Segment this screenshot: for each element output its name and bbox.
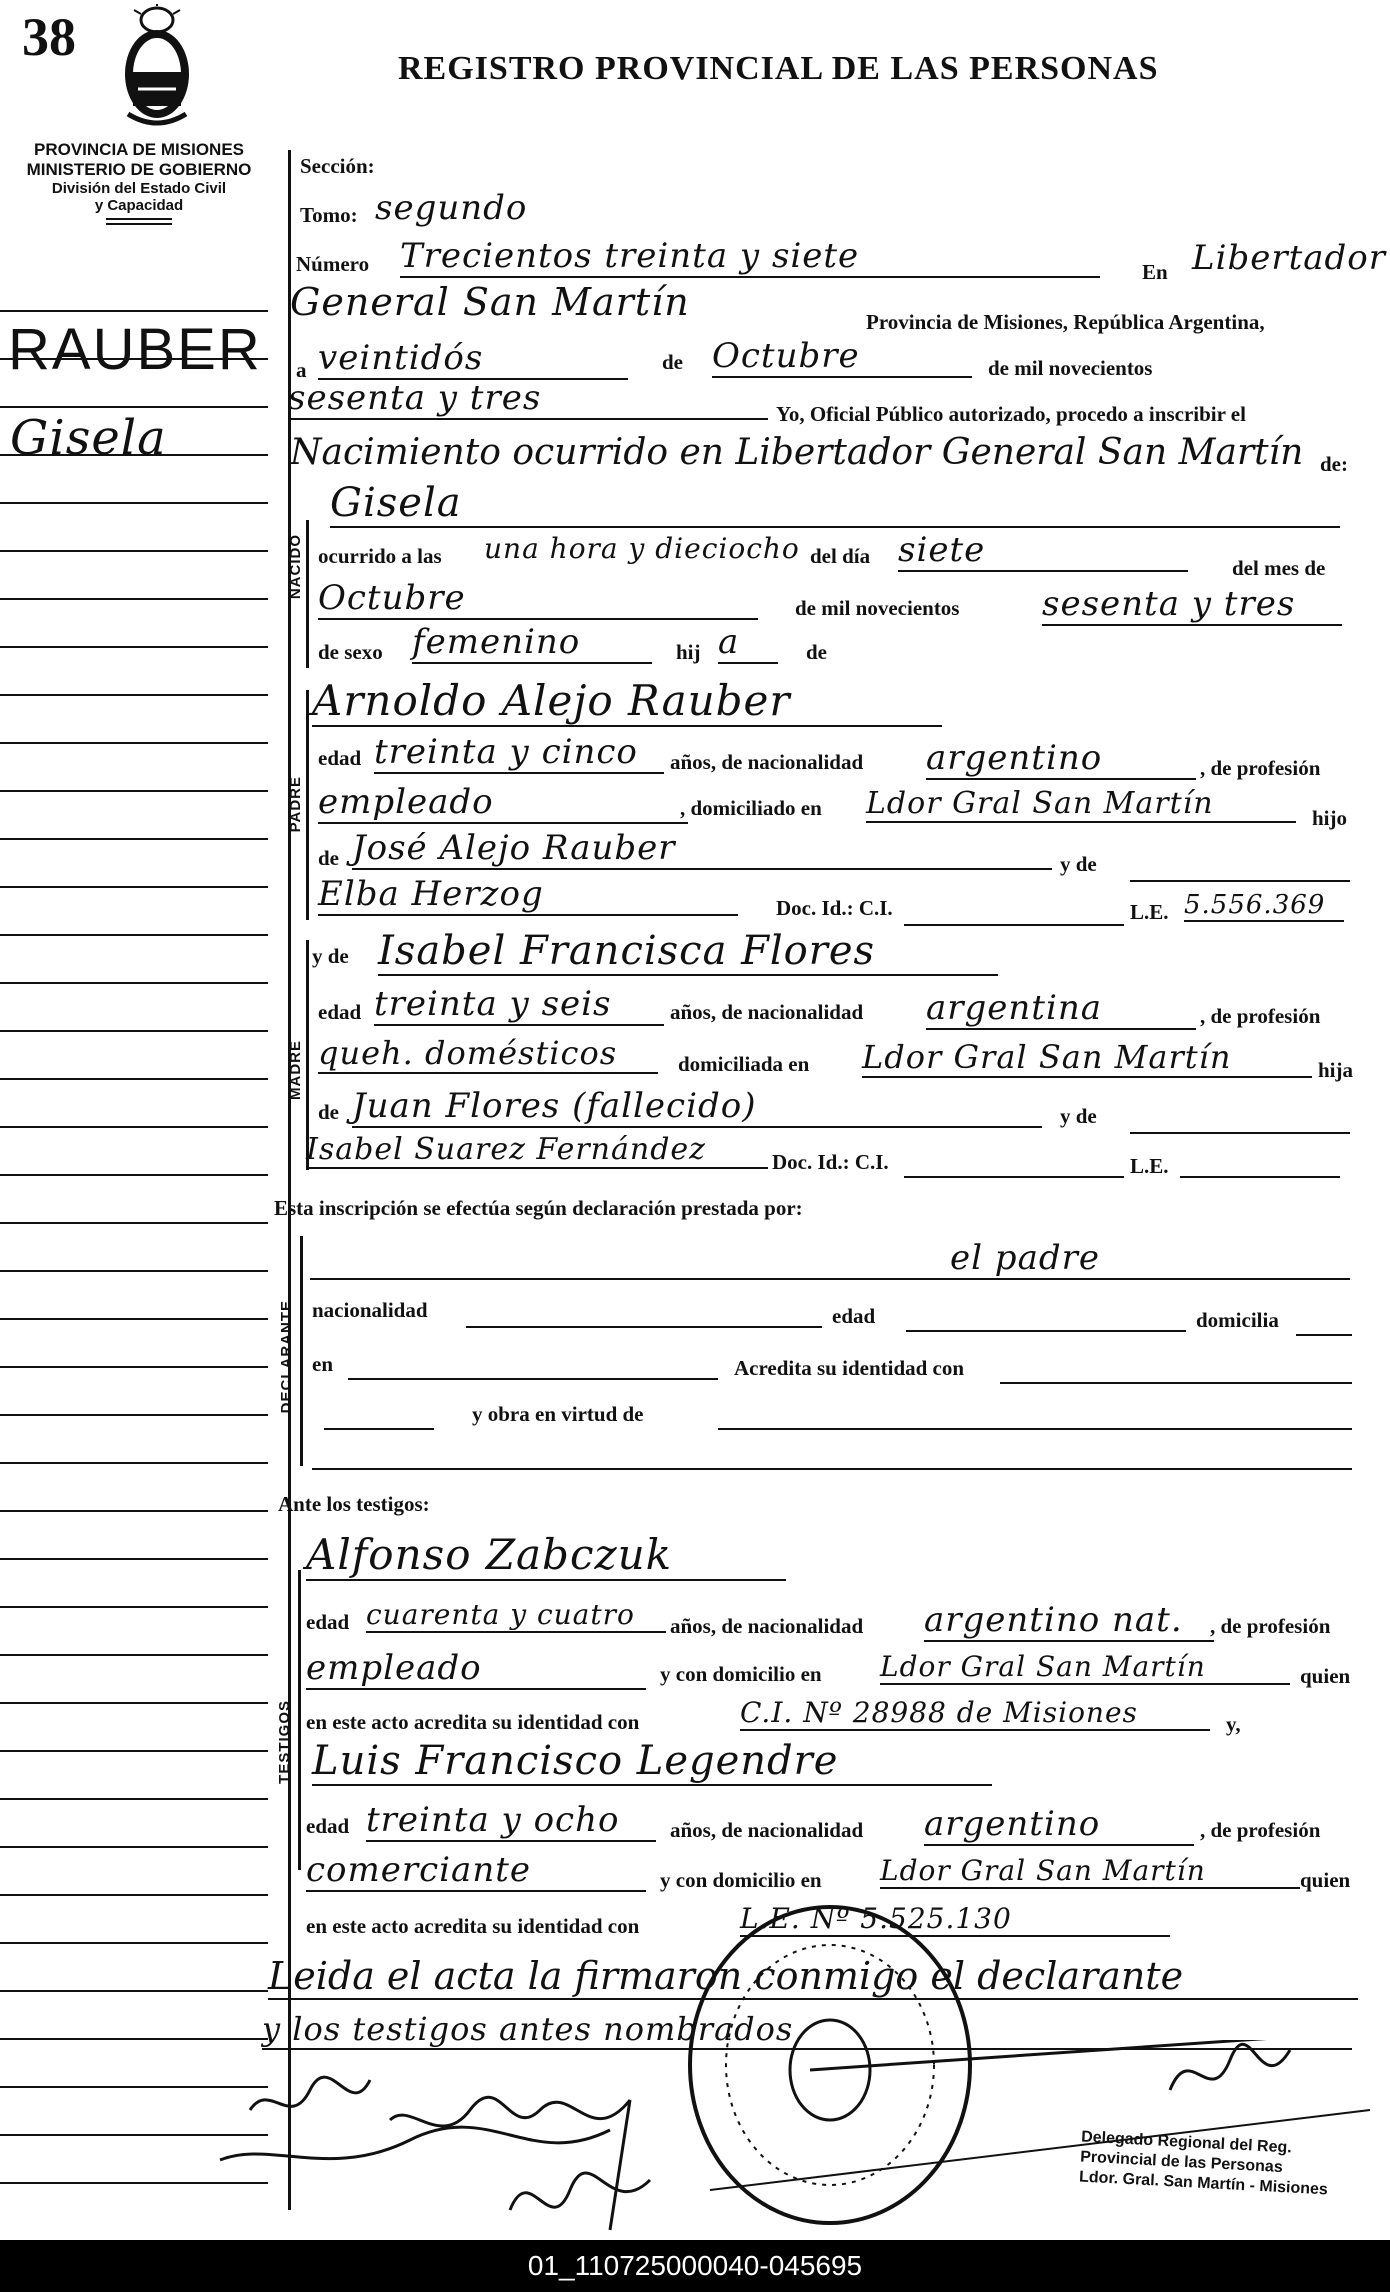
nacido-de-label: de xyxy=(806,640,827,664)
hija-label: hija xyxy=(1318,1058,1354,1082)
margin-rule-line xyxy=(0,310,268,312)
place-line1: Libertador xyxy=(1192,238,1387,278)
ocurrido-label: ocurrido a las xyxy=(318,544,442,568)
tomo-value: segundo xyxy=(375,188,528,228)
tomo-label: Tomo: xyxy=(300,203,358,227)
madre-nac-value: argentina xyxy=(926,988,1196,1030)
margin-rule-line xyxy=(0,1798,268,1800)
margin-rule-line xyxy=(0,1750,268,1752)
margin-rule-line xyxy=(0,598,268,600)
t1-quien-label: quien xyxy=(1300,1664,1351,1688)
oficial-text: Yo, Oficial Público autorizado, procedo a inscribir el xyxy=(776,402,1246,426)
margin-given-name: Gisela xyxy=(10,410,167,466)
t2-edad-value: treinta y ocho xyxy=(366,1800,656,1842)
stamp-line2: Provincial de las Personas xyxy=(1079,2148,1284,2177)
margin-rule-line xyxy=(0,1414,268,1416)
madre-dom-label: domiciliada en xyxy=(678,1052,810,1076)
footer-document-id: 01_110725000040-045695 xyxy=(0,2240,1390,2292)
t1-id-value: C.I. Nº 28988 de Misiones xyxy=(740,1696,1210,1731)
nacido-box xyxy=(306,520,309,668)
madre-doc-blank xyxy=(904,1176,1124,1178)
padre-name: Arnoldo Alejo Rauber xyxy=(312,676,942,727)
madre-name: Isabel Francisca Flores xyxy=(378,928,998,976)
testigos-section-label: TESTIGOS xyxy=(276,1700,293,1784)
closing-line1: Leida el acta la firmaron conmigo el declarante xyxy=(268,1954,1358,2000)
padre-section-label: PADRE xyxy=(287,776,304,833)
madre-le-label: L.E. xyxy=(1130,1154,1169,1178)
declarante-en-label: en xyxy=(312,1352,333,1376)
declarante-nac-blank xyxy=(466,1326,822,1328)
declarante-domicilia-blank xyxy=(1296,1334,1352,1336)
t1-prof-value: empleado xyxy=(306,1648,646,1690)
madre-edad-value: treinta y seis xyxy=(374,984,664,1026)
madre-prof-label: , de profesión xyxy=(1200,1004,1321,1028)
t1-dom-label: y con domicilio en xyxy=(660,1662,822,1686)
margin-rule-line xyxy=(0,1270,268,1272)
margin-surname: RAUBER xyxy=(8,317,262,382)
nacido-day-value: siete xyxy=(898,530,1188,572)
t1-dom-value: Ldor Gral San Martín xyxy=(880,1650,1290,1685)
madre-section-label: MADRE xyxy=(287,1040,304,1100)
declarante-obra-blank2 xyxy=(718,1428,1352,1430)
stamp-line1: Delegado Regional del Reg. xyxy=(1080,2128,1293,2157)
sexo-label: de sexo xyxy=(318,640,383,664)
margin-rule-line xyxy=(0,1846,268,1848)
padre-nac-label: años, de nacionalidad xyxy=(670,750,864,774)
margin-rule-line xyxy=(0,694,268,696)
nacido-month-value: Octubre xyxy=(318,578,758,620)
page-number: 38 xyxy=(22,7,76,67)
coat-of-arms-icon xyxy=(108,4,206,132)
margin-rule-line xyxy=(0,1222,268,1224)
margin-rule-line xyxy=(0,1126,268,1128)
declarante-domicilia-label: domicilia xyxy=(1196,1308,1279,1332)
margin-rule-line xyxy=(0,1558,268,1560)
padre-le-label: L.E. xyxy=(1130,900,1169,924)
declarante-value xyxy=(310,1238,1350,1280)
testigos-box xyxy=(298,1570,301,1870)
padre-dom-label: , domiciliado en xyxy=(680,796,822,820)
sexo-value: femenino xyxy=(412,622,652,664)
t2-nac-value: argentino xyxy=(924,1804,1194,1846)
declarante-acredita-label: Acredita su identidad con xyxy=(734,1356,965,1380)
seccion-label: Sección: xyxy=(300,154,375,178)
madre-de-label: de xyxy=(318,1100,339,1124)
t1-nac-label: años, de nacionalidad xyxy=(670,1614,864,1638)
madre-y-de-label: y de xyxy=(312,944,349,968)
padre-father-value: José Alejo Rauber xyxy=(352,828,1052,870)
mil-text: de mil novecientos xyxy=(988,356,1153,380)
padre-edad-value: treinta y cinco xyxy=(374,732,664,774)
declarante-en-blank xyxy=(348,1378,718,1380)
hij-value: a xyxy=(718,622,778,664)
madre-mother-value: Isabel Suarez Fernández xyxy=(306,1132,768,1169)
nacido-mil-label: de mil novecientos xyxy=(795,596,960,620)
t1-name: Alfonso Zabczuk xyxy=(306,1530,786,1581)
margin-rule-line xyxy=(0,742,268,744)
t1-edad-value: cuarenta y cuatro xyxy=(366,1598,666,1633)
padre-prof-label: , de profesión xyxy=(1200,756,1321,780)
a-label: a xyxy=(296,358,307,382)
event-value: Nacimiento ocurrido en Libertador General San Martín xyxy=(290,432,1304,473)
margin-rule-line xyxy=(0,1030,268,1032)
issuer-capacidad: y Capacidad xyxy=(94,197,184,214)
closing-line2: y los testigos antes nombrados xyxy=(262,2010,1352,2050)
de-label: de xyxy=(662,350,683,374)
madre-y-de2-label: y de xyxy=(1060,1104,1097,1128)
margin-rule-line xyxy=(0,646,268,648)
padre-y-de-label: y de xyxy=(1060,852,1097,876)
issuer-division: División del Estado Civil xyxy=(51,180,227,197)
margin-rule-line xyxy=(0,1654,268,1656)
provincia-text: Provincia de Misiones, República Argentina, xyxy=(866,310,1265,334)
t2-nac-label: años, de nacionalidad xyxy=(670,1818,864,1842)
hour-value: una hora y dieciocho xyxy=(484,532,800,565)
t2-dom-value: Ldor Gral San Martín xyxy=(880,1854,1300,1889)
t1-nac-value: argentino nat. xyxy=(924,1600,1214,1642)
t1-prof-label: , de profesión xyxy=(1210,1614,1331,1638)
t2-quien-label: quien xyxy=(1300,1868,1351,1892)
declarante-edad-blank xyxy=(906,1330,1186,1332)
declarante-box xyxy=(300,1236,303,1466)
nacido-name: Gisela xyxy=(330,480,1340,528)
testigos-label: Ante los testigos: xyxy=(278,1492,430,1516)
margin-rule-line xyxy=(0,1366,268,1368)
margin-rule-line xyxy=(0,1606,268,1608)
margin-rule-line xyxy=(0,1462,268,1464)
margin-rule-line xyxy=(0,838,268,840)
stamp-line3: Ldor. Gral. San Martín - Misiones xyxy=(1078,2168,1329,2199)
t1-acredita-label: en este acto acredita su identidad con xyxy=(306,1710,640,1734)
padre-nac-value: argentino xyxy=(926,738,1196,780)
margin-rule-line xyxy=(0,886,268,888)
issuer-ministry: MINISTERIO DE GOBIERNO xyxy=(26,160,252,179)
t2-prof-value: comerciante xyxy=(306,1850,646,1892)
padre-edad-label: edad xyxy=(318,746,362,770)
padre-dom-value: Ldor Gral San Martín xyxy=(866,786,1296,823)
t2-edad-label: edad xyxy=(306,1814,350,1838)
t2-acredita-label: en este acto acredita su identidad con xyxy=(306,1914,640,1938)
margin-rule-line xyxy=(0,1510,268,1512)
official-seal-icon xyxy=(680,1900,980,2230)
hijo-label: hijo xyxy=(1312,806,1348,830)
margin-rule-line xyxy=(0,1174,268,1176)
padre-mother-value: Elba Herzog xyxy=(318,874,738,916)
padre-doc-label: Doc. Id.: C.I. xyxy=(776,896,893,920)
declaracion-text: Esta inscripción se efectúa según declaración prestada por: xyxy=(274,1196,803,1220)
page-title: REGISTRO PROVINCIAL DE LAS PERSONAS xyxy=(398,50,1159,87)
t2-id-value: L.E. Nº 5.525.130 xyxy=(740,1902,1170,1937)
day-value: veintidós xyxy=(318,338,628,380)
padre-de-label: de xyxy=(318,846,339,870)
month-value: Octubre xyxy=(712,336,972,378)
t1-y-label: y, xyxy=(1226,1712,1241,1736)
padre-prof-value: empleado xyxy=(318,782,688,824)
madre-prof-value: queh. domésticos xyxy=(318,1034,658,1074)
margin-rule-line xyxy=(0,1942,268,1944)
del-mes-label: del mes de xyxy=(1232,556,1326,580)
padre-doc-blank xyxy=(904,924,1124,926)
t2-dom-label: y con domicilio en xyxy=(660,1868,822,1892)
madre-father-value: Juan Flores (fallecido) xyxy=(352,1086,1042,1128)
padre-y-de-blank xyxy=(1130,880,1350,882)
margin-rule-line xyxy=(0,1990,268,1992)
madre-nac-label: años, de nacionalidad xyxy=(670,1000,864,1024)
margin-rule-line xyxy=(0,934,268,936)
declarante-nac-label: nacionalidad xyxy=(312,1298,428,1322)
en-label: En xyxy=(1142,260,1168,284)
t2-name: Luis Francisco Legendre xyxy=(312,1738,992,1786)
margin-rule-line xyxy=(0,502,268,504)
declarante-text: el padre xyxy=(950,1238,1100,1278)
numero-value: Trecientos treinta y siete xyxy=(400,236,1100,278)
declarante-acredita-blank xyxy=(1000,1382,1352,1384)
issuer-double-rule xyxy=(106,218,172,225)
margin-rule-line xyxy=(0,406,268,408)
madre-y-de-blank xyxy=(1130,1132,1350,1134)
year-value: sesenta y tres xyxy=(288,378,768,420)
margin-rule-line xyxy=(0,1894,268,1896)
declarante-blank-row xyxy=(312,1468,1352,1470)
declarante-obra-label: y obra en virtud de xyxy=(472,1402,644,1426)
issuer-block xyxy=(10,140,268,225)
nacido-year-value: sesenta y tres xyxy=(1042,584,1342,626)
t1-edad-label: edad xyxy=(306,1610,350,1634)
padre-le-value: 5.556.369 xyxy=(1184,890,1344,922)
madre-dom-value: Ldor Gral San Martín xyxy=(862,1038,1312,1078)
declarante-obra-blank1 xyxy=(324,1428,434,1430)
declarante-edad-label: edad xyxy=(832,1304,876,1328)
numero-label: Número xyxy=(296,252,370,276)
nacido-section-label: NACIDO xyxy=(287,534,304,600)
padre-box xyxy=(306,690,309,920)
margin-rule-line xyxy=(0,550,268,552)
place-line2: General San Martín xyxy=(290,280,690,324)
issuer-province: PROVINCIA DE MISIONES xyxy=(33,140,244,159)
margin-rule-line xyxy=(0,1318,268,1320)
madre-le-blank xyxy=(1180,1176,1340,1178)
de-colon: de: xyxy=(1320,452,1348,476)
hij-label: hij xyxy=(676,640,701,664)
del-dia-label: del día xyxy=(810,544,871,568)
margin-rule-line xyxy=(0,790,268,792)
t2-prof-label: , de profesión xyxy=(1200,1818,1321,1842)
madre-doc-label: Doc. Id.: C.I. xyxy=(772,1150,889,1174)
madre-edad-label: edad xyxy=(318,1000,362,1024)
declarante-section-label: DECLARANTE xyxy=(278,1300,295,1414)
margin-rule-line xyxy=(0,1702,268,1704)
margin-rule-line xyxy=(0,982,268,984)
margin-rule-line xyxy=(0,1078,268,1080)
